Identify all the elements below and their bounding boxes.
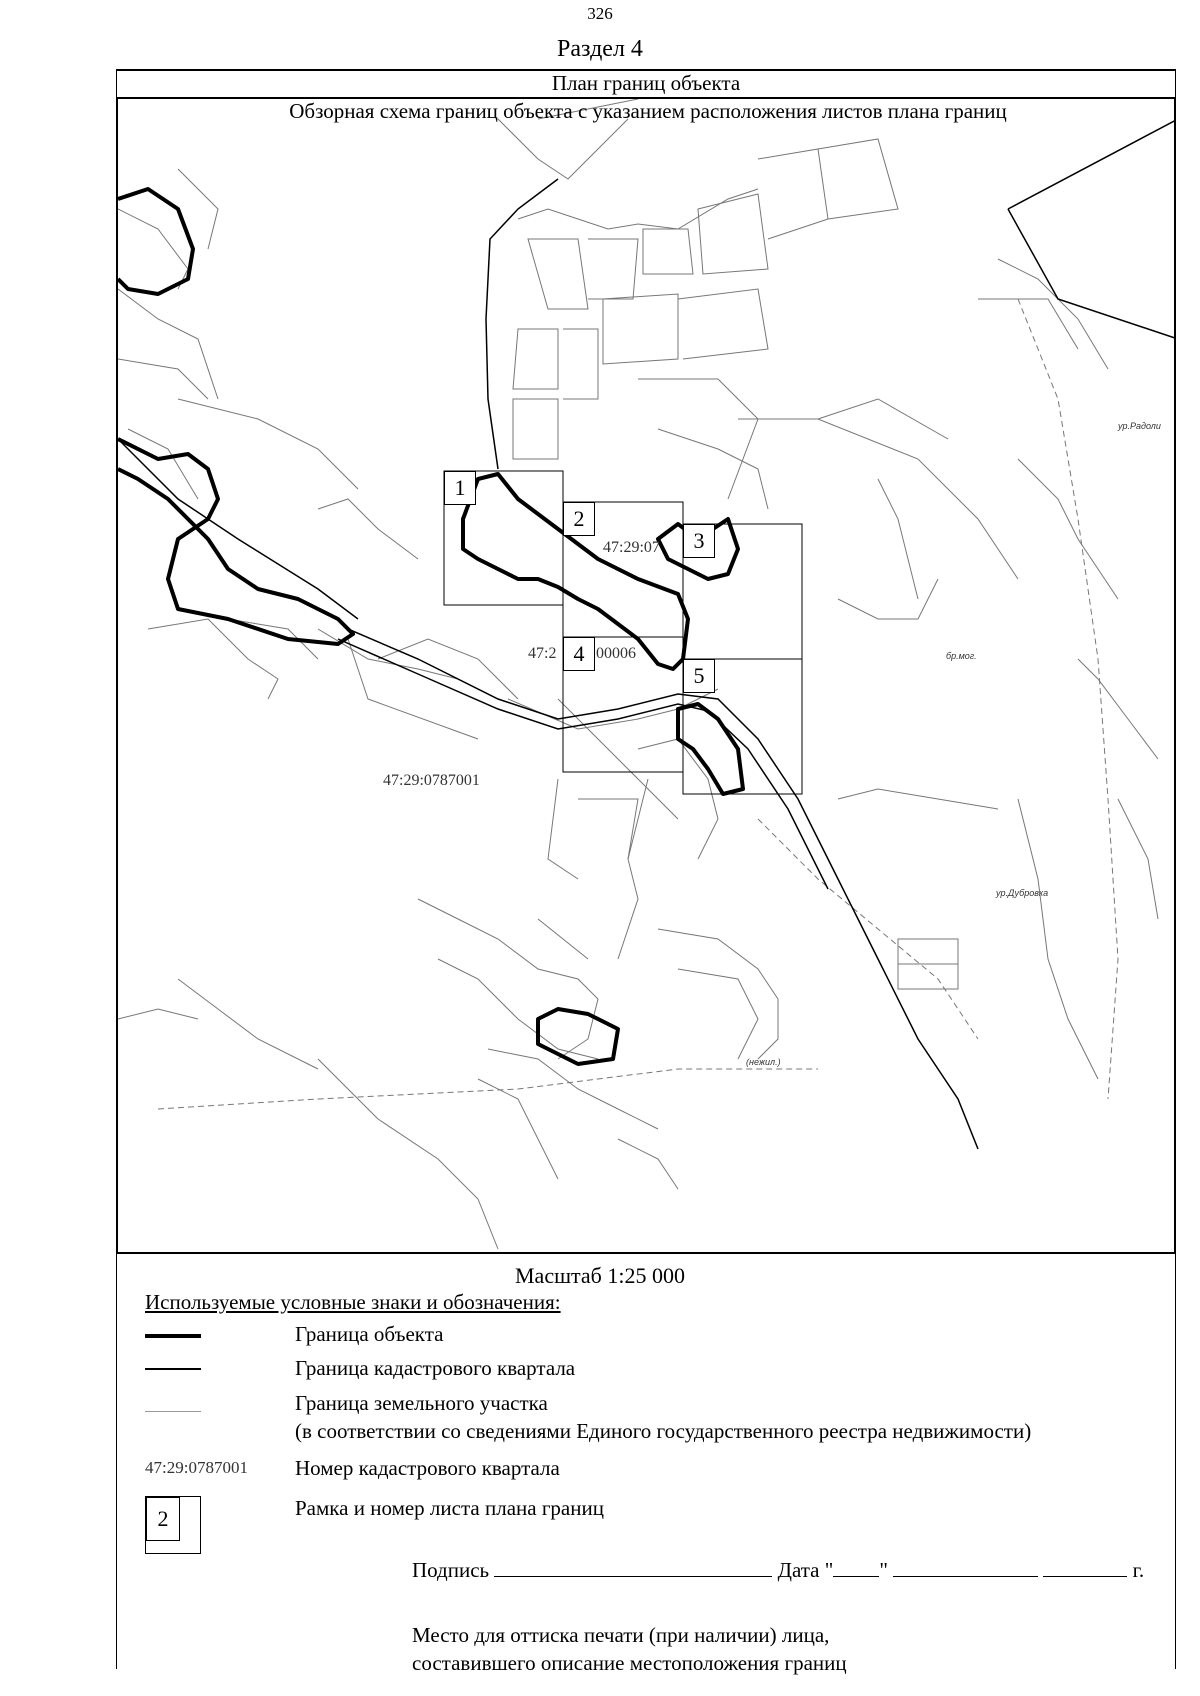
legend-parcel-note: (в соответствии со сведениями Единого государственного реестра недвижимости) bbox=[295, 1419, 1032, 1443]
place-label-brmog: бр.мог. bbox=[946, 651, 977, 661]
medium-line-symbol bbox=[145, 1368, 201, 1370]
legend-heading: Используемые условные знаки и обозначения: bbox=[145, 1290, 561, 1314]
quarter-label-main: 47:29:0787001 bbox=[383, 772, 480, 789]
map-caption: Обзорная схема границ объекта с указанием расположения листов плана границ bbox=[289, 99, 1007, 123]
thin-line-symbol bbox=[145, 1411, 201, 1412]
sheet-label-2[interactable]: 2 bbox=[563, 502, 595, 536]
map-area[interactable] bbox=[116, 99, 1176, 1254]
object-boundary bbox=[118, 189, 743, 1064]
year-suffix: г. bbox=[1132, 1558, 1145, 1582]
sheet-label-1[interactable]: 1 bbox=[444, 471, 476, 505]
sheet-label-4[interactable]: 4 bbox=[563, 637, 595, 671]
quarter-label-partial-left: 47:2 bbox=[528, 645, 557, 662]
date-day-field[interactable] bbox=[833, 1558, 879, 1577]
date-year-field[interactable] bbox=[1043, 1558, 1127, 1577]
bold-line-symbol bbox=[145, 1334, 201, 1338]
stamp-note bbox=[412, 1621, 847, 1677]
sheet-frame-icon bbox=[145, 1496, 201, 1554]
sheet-label-5[interactable]: 5 bbox=[683, 659, 715, 693]
signature-label: Подпись bbox=[412, 1558, 490, 1582]
map-drawing bbox=[118, 99, 1176, 1254]
place-label-radoli: ур.Радоли bbox=[1118, 421, 1161, 431]
map-scale: Масштаб 1:25 000 bbox=[515, 1263, 685, 1288]
legend-text: Граница кадастрового квартала bbox=[295, 1356, 576, 1380]
legend-item-parcel-boundary bbox=[145, 1391, 1175, 1451]
section-title: Раздел 4 bbox=[557, 36, 643, 62]
stamp-note-line-2: составившего описание местоположения границ bbox=[412, 1651, 847, 1675]
quarter-number-sample: 47:29:0787001 bbox=[145, 1458, 248, 1477]
signature-field[interactable] bbox=[494, 1558, 772, 1577]
date-quote-close: " bbox=[879, 1558, 888, 1582]
legend-text: Граница земельного участка bbox=[295, 1391, 548, 1415]
land-parcel-lines bbox=[118, 99, 1158, 1249]
signature-row bbox=[412, 1558, 1144, 1583]
sheet-label-3[interactable]: 3 bbox=[683, 524, 715, 558]
stamp-note-line-1: Место для оттиска печати (при наличии) лица, bbox=[412, 1623, 830, 1647]
sheet-frame-sample: 2 bbox=[146, 1497, 180, 1541]
frame-title: План границ объекта bbox=[116, 69, 1176, 99]
legend-text: Номер кадастрового квартала bbox=[295, 1456, 560, 1480]
sheet-frames bbox=[444, 471, 802, 794]
date-label: Дата " bbox=[777, 1558, 834, 1582]
place-label-dubrovka: ур.Дубровка bbox=[996, 888, 1049, 898]
place-label-nezhil: (нежил.) bbox=[746, 1057, 781, 1067]
quarter-label-partial-top: 47:29:07 bbox=[603, 539, 660, 556]
page-number: 326 bbox=[587, 4, 613, 23]
quarter-label-partial-right: 00006 bbox=[596, 645, 636, 662]
legend-item-sheet-frame bbox=[145, 1496, 1175, 1556]
legend-text: Рамка и номер листа плана границ bbox=[295, 1496, 604, 1520]
legend-text: Граница объекта bbox=[295, 1322, 444, 1346]
date-month-field[interactable] bbox=[893, 1558, 1038, 1577]
